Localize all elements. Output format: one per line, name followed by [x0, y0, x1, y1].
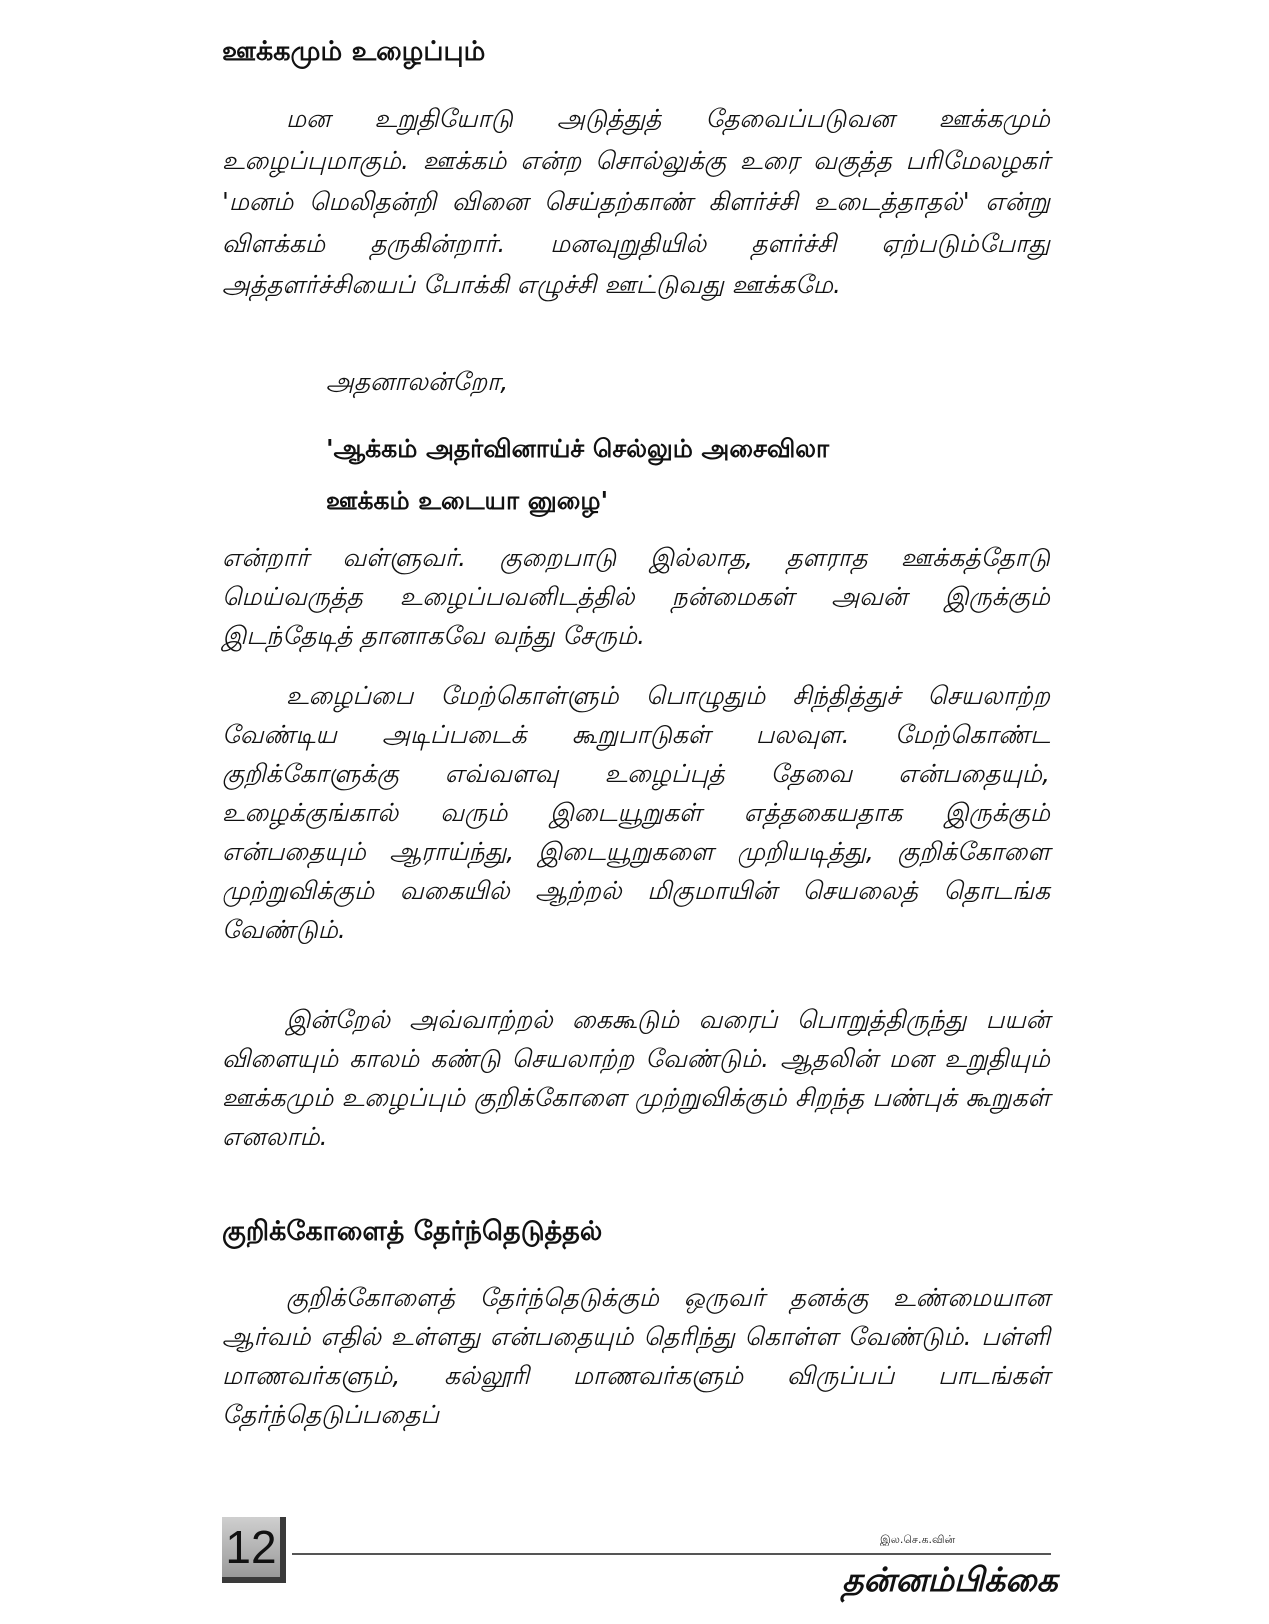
section-heading-goal-selection: குறிக்கோளைத் தேர்ந்தெடுத்தல்	[222, 1216, 603, 1247]
verse-intro: அதனாலன்றோ,	[326, 367, 509, 396]
paragraph-after-verse: என்றார் வள்ளுவர். குறைபாடு இல்லாத, தளராத ஊக்கத்தோடு மெய்வருத்த உழைப்பவனிடத்தில் நன்மைகள் அவன் இருக்கும் இடந்தேடித் தானாகவே வந்து சேரும்.	[222, 543, 1050, 650]
paragraph-patience: இன்றேல் அவ்வாற்றல் கைகூடும் வரைப் பொறுத்திருந்து பயன் விளையும் காலம் கண்டு செயலாற்ற வேண்டும். ஆதலின் மன உறுதியும் ஊக்கமும் உழைப்பும் குறிக்கோளை முற்றுவிக்கும் சிறந்த பண்புக் கூறுகள் எனலாம்.	[222, 1005, 1050, 1151]
verse-line-2: ஊக்கம் உடையா னுழை'	[326, 486, 609, 515]
footer-divider	[292, 1553, 1051, 1555]
paragraph-effort-factors: உழைப்பை மேற்கொள்ளும் பொழுதும் சிந்தித்துச் செயலாற்ற வேண்டிய அடிப்படைக் கூறுபாடுகள் பலவுள. மேற்கொண்ட குறிக்கோளுக்கு எவ்வளவு உழைப்புத் தேவை என்பதையும், உழைக்குங்கால் வரும் இடையூறுகள் எத்தகையதாக இருக்கும் என்பதையும் ஆராய்ந்து, இடையூறுகளை முறியடித்து, குறிக்கோளை முற்றுவிக்கும் வகையில் ஆற்றல் மிகுமாயின் செயலைத் தொடங்க வேண்டும்.	[222, 681, 1050, 944]
brand-subtitle: இல.செ.க.வின்	[880, 1533, 956, 1546]
section-heading-motivation: ஊக்கமும் உழைப்பும்	[222, 36, 486, 67]
paragraph-motivation-definition: மன உறுதியோடு அடுத்துத் தேவைப்படுவன ஊக்கமும் உழைப்புமாகும். ஊக்கம் என்ற சொல்லுக்கு உரை வகுத்த பரிமேலழகர் 'மனம் மெலிதன்றி வினை செய்தற்காண் கிளர்ச்சி உடைத்தாதல்' என்று விளக்கம் தருகின்றார். மனவுறுதியில் தளர்ச்சி ஏற்படும்போது அத்தளர்ச்சியைப் போக்கி எழுச்சி ஊட்டுவது ஊக்கமே.	[222, 104, 1050, 299]
verse-line-1: 'ஆக்கம் அதர்வினாய்ச் செல்லும் அசைவிலா	[326, 434, 830, 463]
brand-title: தன்னம்பிக்கை	[842, 1560, 1058, 1599]
page-number: 12	[225, 1521, 277, 1573]
page-number-badge	[222, 1517, 286, 1583]
paragraph-goal-selection: குறிக்கோளைத் தேர்ந்தெடுக்கும் ஒருவர் தனக்கு உண்மையான ஆர்வம் எதில் உள்ளது என்பதையும் தெரிந்து கொள்ள வேண்டும். பள்ளி மாணவர்களும், கல்லூரி மாணவர்களும் விருப்பப் பாடங்கள் தேர்ந்தெடுப்பதைப்	[222, 1283, 1050, 1429]
